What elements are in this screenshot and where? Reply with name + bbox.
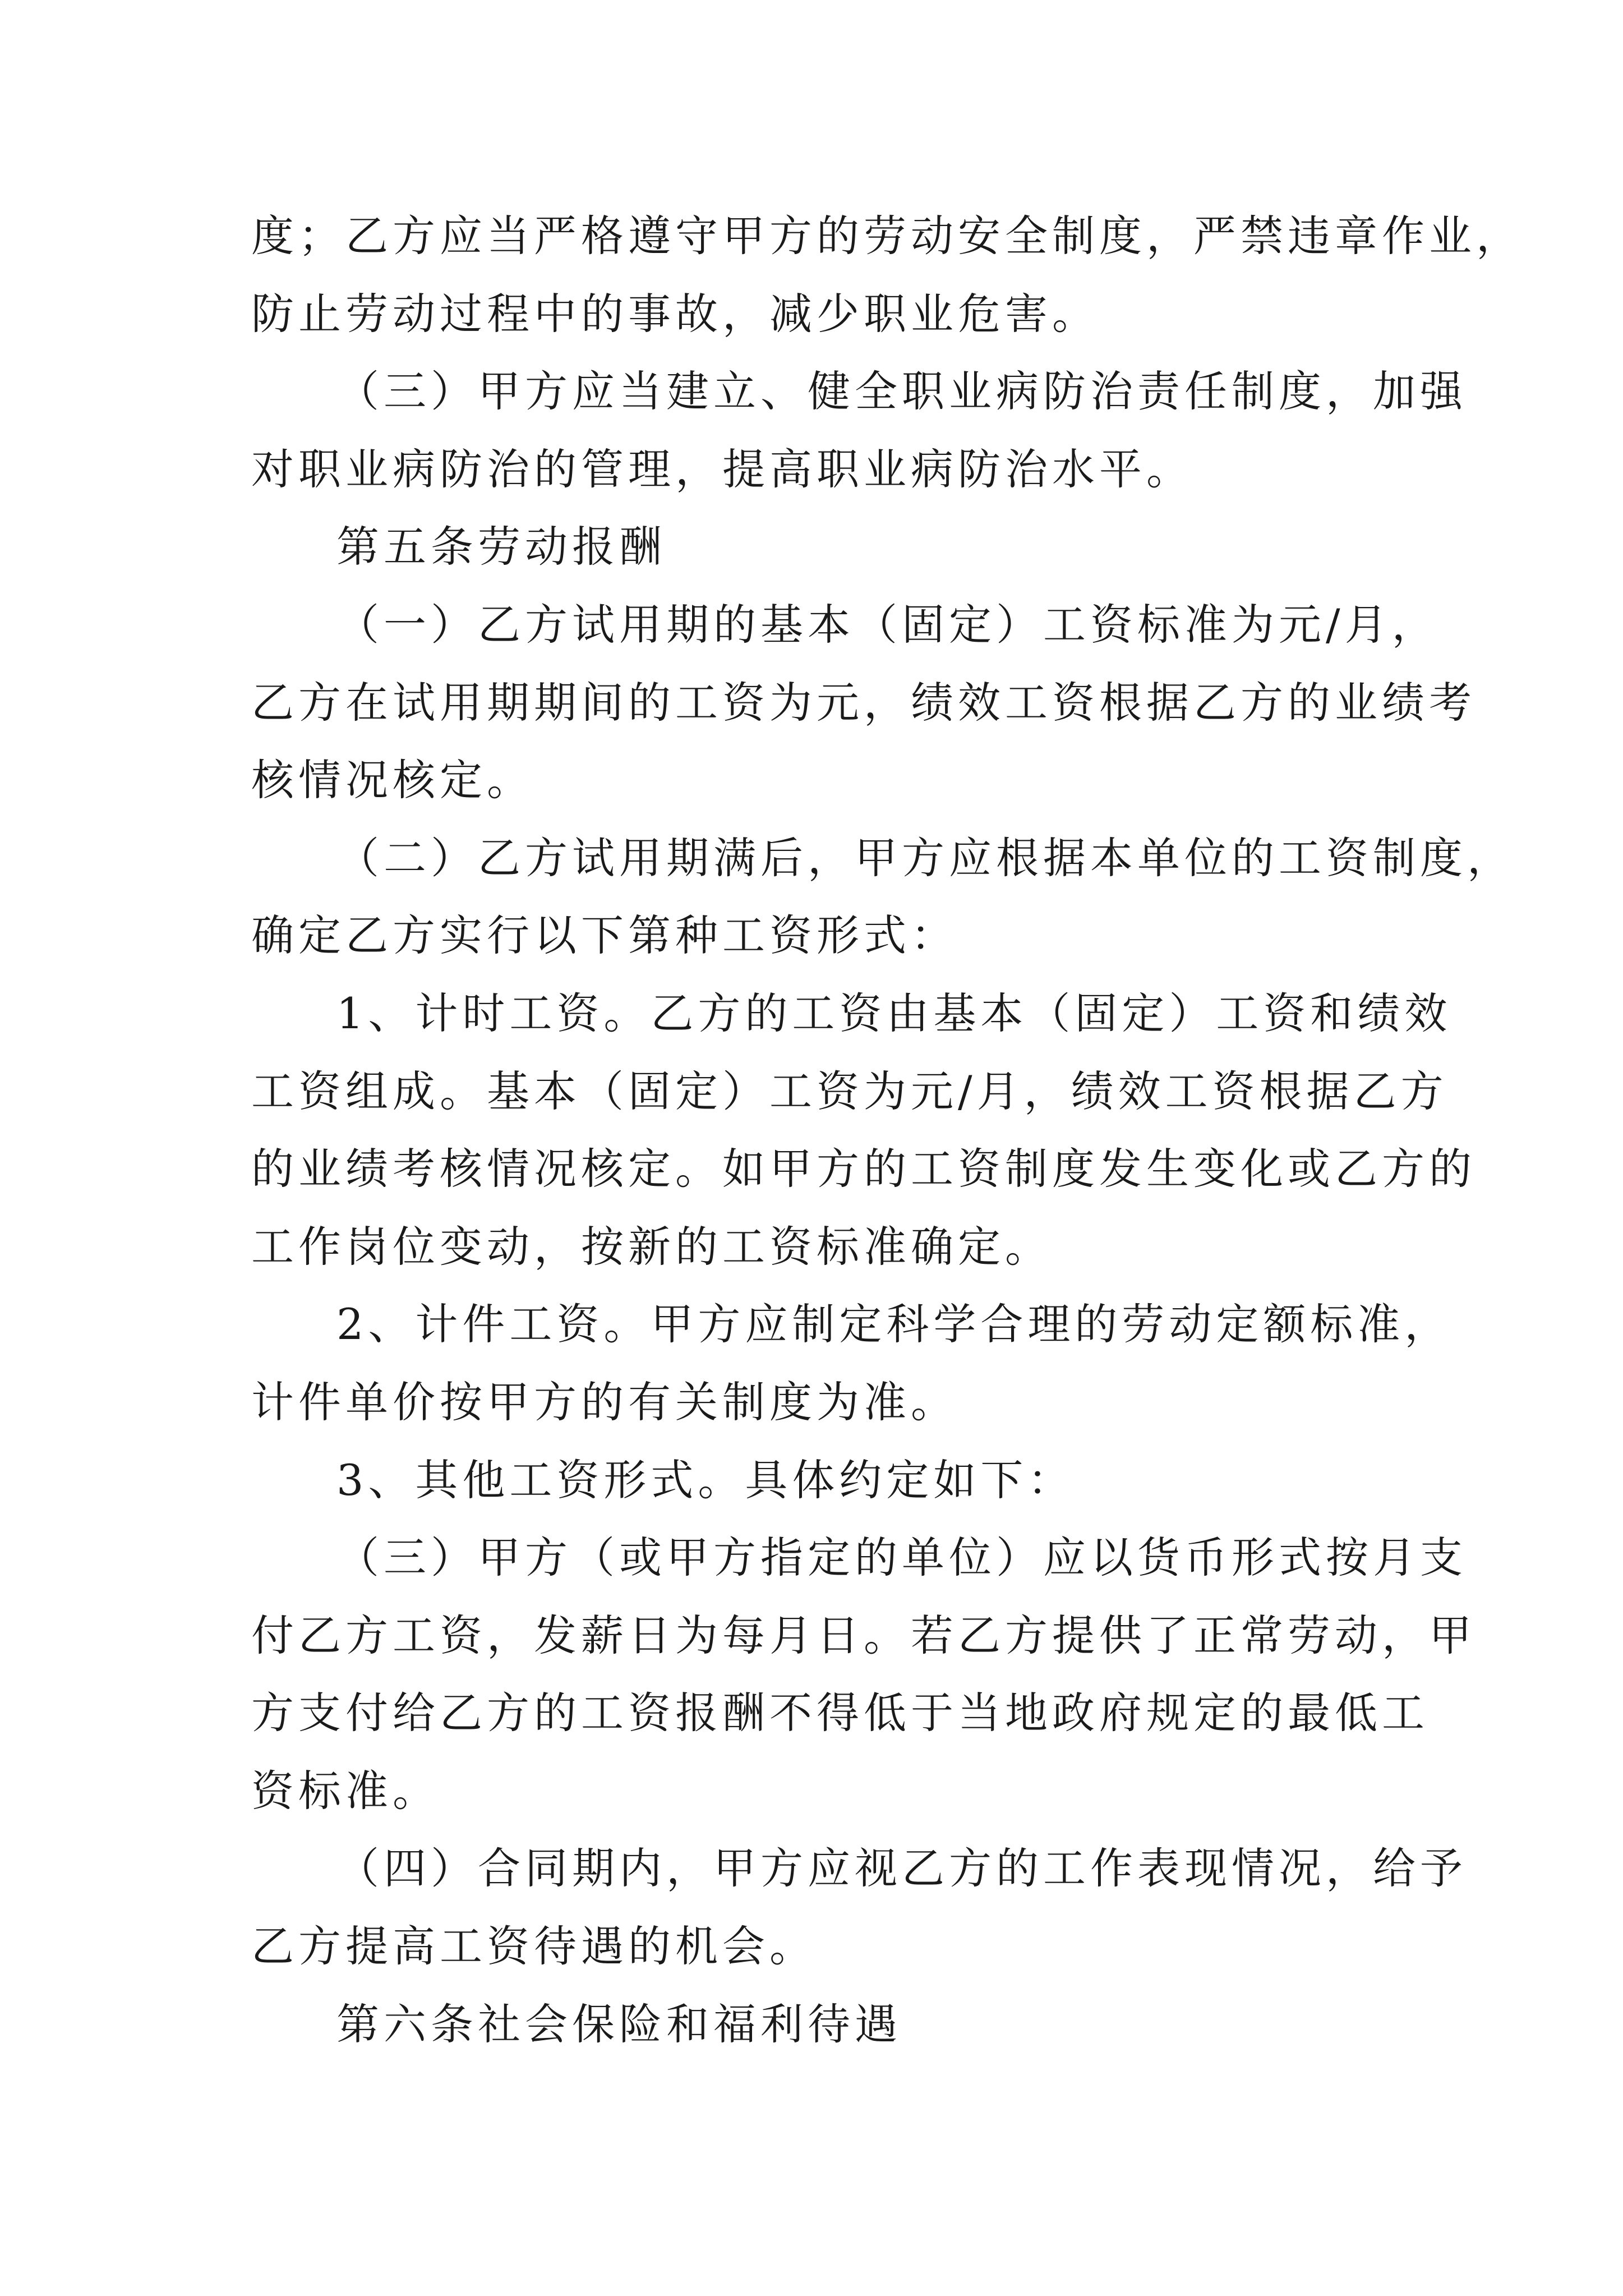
text-line: 的业绩考核情况核定。如甲方的工资制度发生变化或乙方的 (251, 1144, 1476, 1194)
clause-paragraph: （一）乙方试用期的基本（固定）工资标准为元/月， (336, 599, 1439, 650)
text-line: 度；乙方应当严格遵守甲方的劳动安全制度，严禁违章作业， (251, 211, 1523, 261)
clause-paragraph: （二）乙方试用期满后，甲方应根据本单位的工资制度， (336, 832, 1514, 883)
clause-paragraph: 3、其他工资形式。具体约定如下： (336, 1455, 1075, 1505)
text-line: 资标准。 (251, 1765, 440, 1816)
clause-paragraph: （四）合同期内，甲方应视乙方的工作表现情况，给予 (336, 1843, 1467, 1894)
text-line: 工作岗位变动，按新的工资标准确定。 (251, 1221, 1052, 1272)
clause-paragraph: （三）甲方应当建立、健全职业病防治责任制度，加强 (336, 366, 1467, 417)
text-line: 乙方在试用期期间的工资为元，绩效工资根据乙方的业绩考 (251, 677, 1476, 728)
clause-paragraph: 2、计件工资。甲方应制定科学合理的劳动定额标准， (336, 1299, 1452, 1350)
text-line: 防止劳动过程中的事故，减少职业危害。 (251, 288, 1099, 339)
text-line: 对职业病防治的管理，提高职业病防治水平。 (251, 444, 1193, 494)
text-line: 计件单价按甲方的有关制度为准。 (251, 1377, 958, 1427)
text-line: 付乙方工资，发薪日为每月日。若乙方提供了正常劳动，甲 (251, 1610, 1476, 1660)
text-line: 方支付给乙方的工资报酬不得低于当地政府规定的最低工 (251, 1688, 1429, 1738)
text-line: 确定乙方实行以下第种工资形式： (251, 910, 958, 961)
clause-paragraph: 1、计时工资。乙方的工资由基本（固定）工资和绩效 (336, 988, 1452, 1038)
text-line: 乙方提高工资待遇的机会。 (251, 1921, 817, 1972)
article-heading: 第五条劳动报酬 (336, 522, 666, 572)
document-body (251, 197, 1523, 2063)
article-heading: 第六条社会保险和福利待遇 (336, 1999, 902, 2049)
text-line: 工资组成。基本（固定）工资为元/月，绩效工资根据乙方 (251, 1066, 1448, 1116)
text-line: 核情况核定。 (251, 755, 534, 806)
clause-paragraph: （三）甲方（或甲方指定的单位）应以货币形式按月支 (336, 1533, 1467, 1583)
